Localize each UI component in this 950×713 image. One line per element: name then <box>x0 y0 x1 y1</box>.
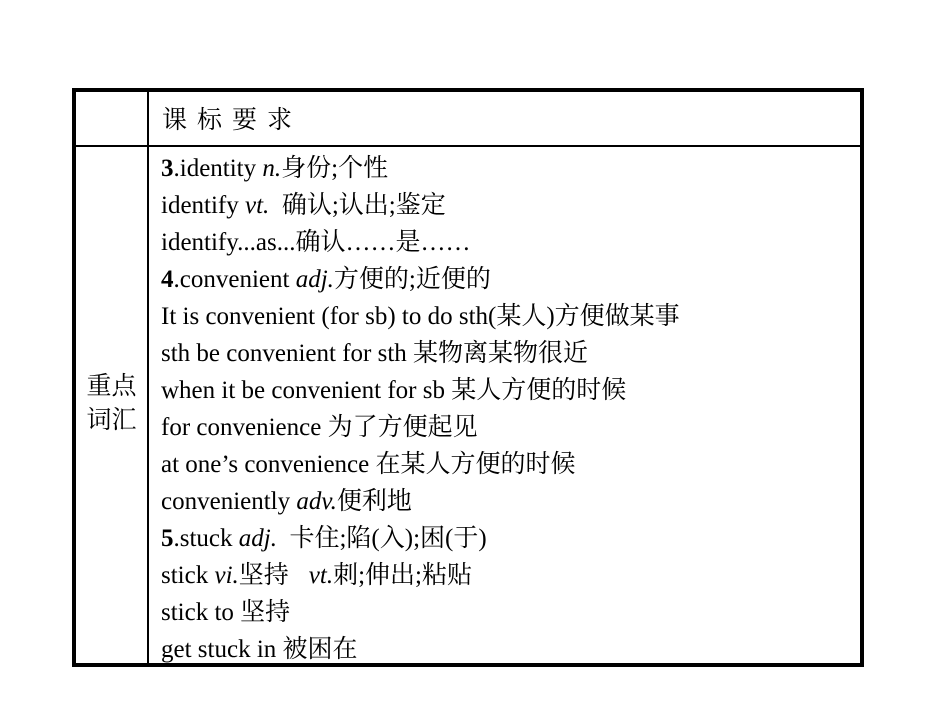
phrase-stick-to: stick to 坚持 <box>161 599 291 626</box>
entry-identify <box>161 187 680 224</box>
entry-identity <box>161 150 680 187</box>
entry-conveniently <box>161 483 680 520</box>
entry-pos: adv. <box>296 488 337 515</box>
entry-stick <box>161 557 680 594</box>
entry-meaning: 便利地 <box>336 488 412 515</box>
entry-number: 4 <box>161 266 174 293</box>
entry-meaning: 卡住;陷(入);困(于) <box>276 525 487 552</box>
phrase-sth-be-convenient: sth be convenient for sth 某物离某物很近 <box>161 340 589 367</box>
column-divider <box>147 92 149 663</box>
phrase-it-is-convenient: It is convenient (for sb) to do sth(某人)方便做某事 <box>161 303 680 330</box>
category-line-1: 重点 <box>86 371 137 400</box>
entry-pos: vt. <box>245 192 270 219</box>
phrase-when-it-be-convenient: when it be convenient for sb 某人方便的时候 <box>161 377 627 404</box>
vocabulary-content <box>161 150 680 668</box>
entry-word: identify <box>161 192 246 219</box>
entry-word: stick <box>161 562 215 589</box>
entry-pos: adj. <box>295 266 334 293</box>
entry-number: 5 <box>161 525 174 552</box>
entry-meaning-2: 刺;伸出;粘贴 <box>333 562 472 589</box>
entry-meaning: 坚持 <box>238 562 289 589</box>
row-divider <box>76 145 860 147</box>
entry-meaning: 确认;认出;鉴定 <box>269 192 446 219</box>
entry-word: .identity <box>173 155 263 182</box>
entry-word: conveniently <box>161 488 297 515</box>
phrase-for-convenience: for convenience 为了方便起见 <box>161 414 478 441</box>
entry-number: 3 <box>161 155 174 182</box>
entry-pos: vi. <box>214 562 239 589</box>
header-course-requirements: 课标要求 <box>162 105 303 134</box>
phrase-at-ones-convenience: at one’s convenience 在某人方便的时候 <box>161 451 576 478</box>
phrase-get-stuck-in: get stuck in 被困在 <box>161 636 358 663</box>
entry-word: .convenient <box>173 266 296 293</box>
entry-identify-as: identify...as...确认……是…… <box>161 229 471 256</box>
entry-meaning: 身份;个性 <box>281 155 389 182</box>
entry-word: .stuck <box>173 525 239 552</box>
entry-pos-2: vt. <box>308 562 334 589</box>
entry-pos: n. <box>262 155 282 182</box>
category-line-2: 词汇 <box>86 405 137 434</box>
entry-pos: adj. <box>238 525 277 552</box>
entry-meaning: 方便的;近便的 <box>333 266 491 293</box>
vocabulary-table <box>72 88 864 667</box>
entry-convenient <box>161 261 680 298</box>
category-key-vocabulary <box>76 369 147 437</box>
entry-stuck <box>161 520 680 557</box>
